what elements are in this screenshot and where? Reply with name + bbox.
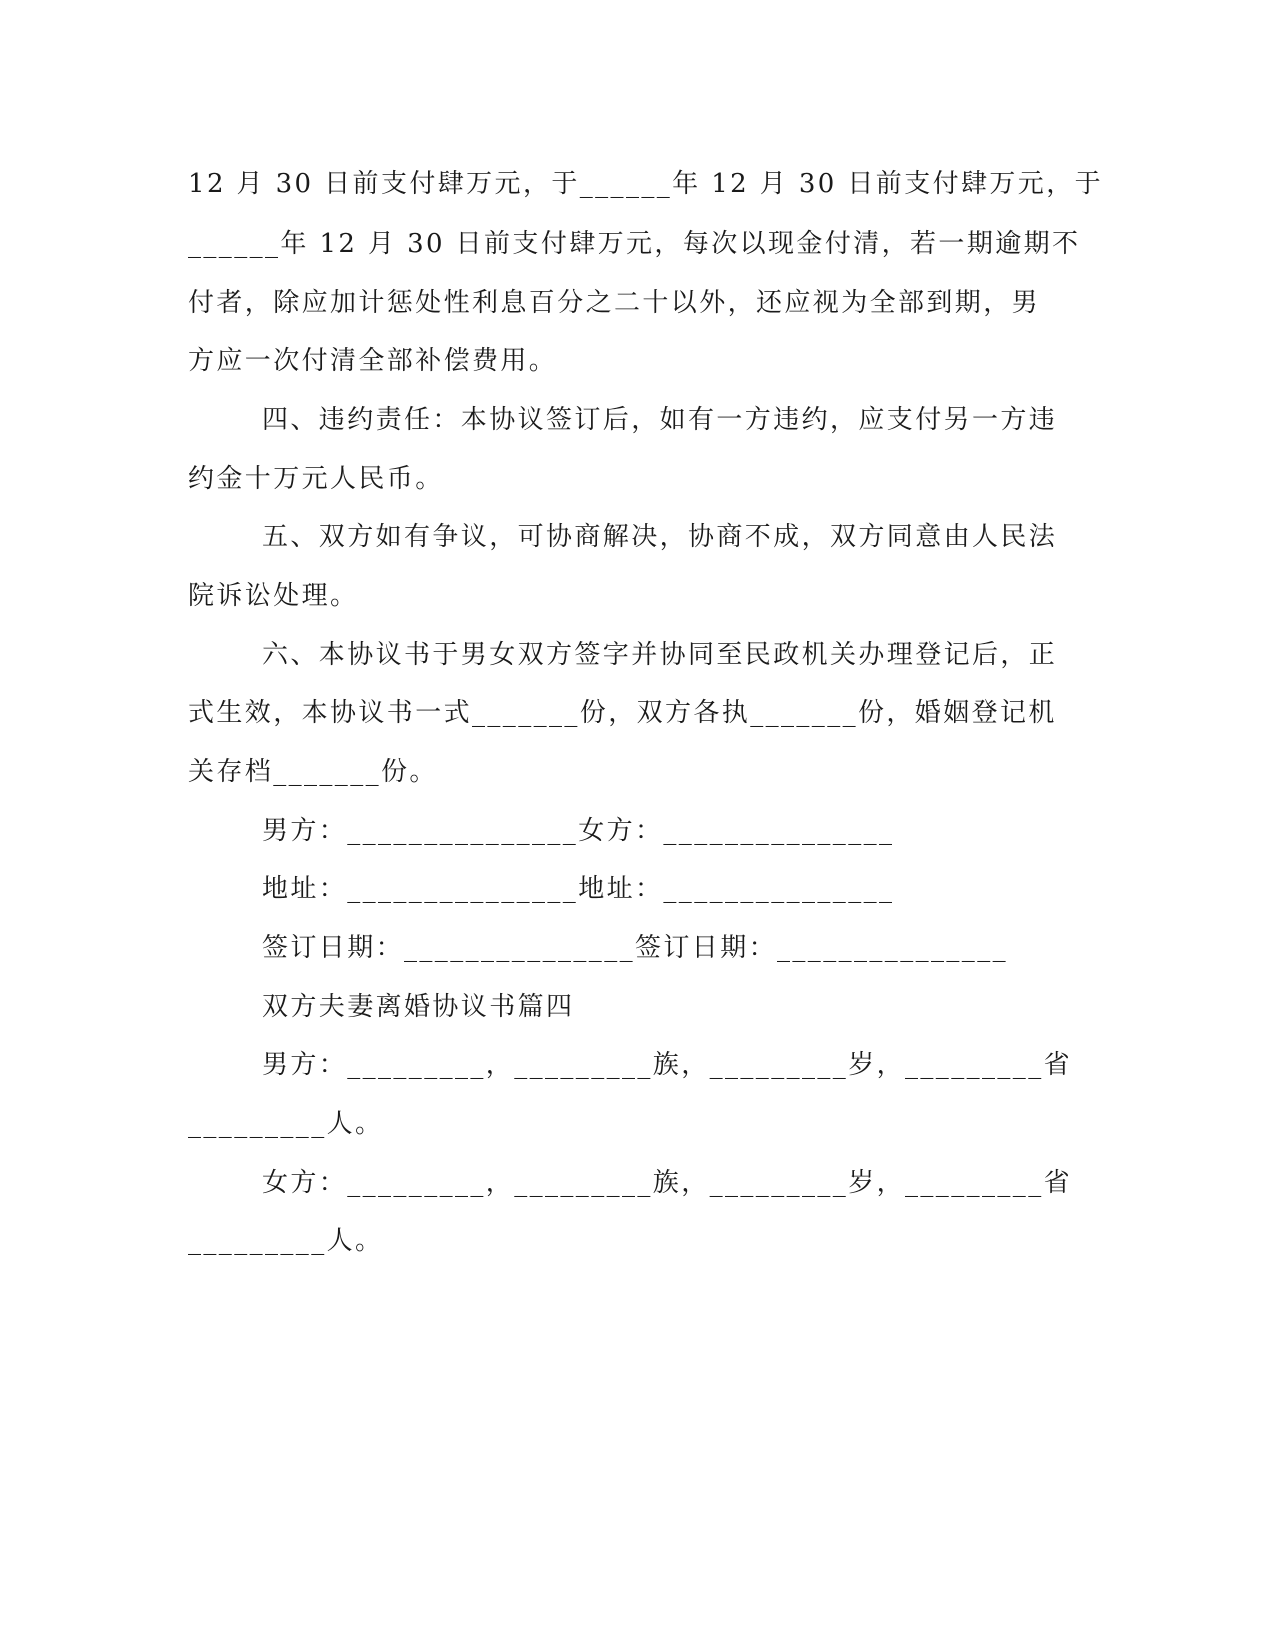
clause-four-line-1: 四、违约责任：本协议签订后，如有一方违约，应支付另一方违 — [262, 405, 1058, 435]
clause-six-line-1: 六、本协议书于男女双方签字并协同至民政机关办理登记后，正 — [262, 640, 1058, 670]
female-party-line-2: _________人。 — [188, 1226, 384, 1256]
clause-five-line-2: 院诉讼处理。 — [188, 581, 359, 611]
clause-five-line-1: 五、双方如有争议，可协商解决，协商不成，双方同意由人民法 — [262, 522, 1058, 552]
signature-parties-line: 男方：_______________女方：_______________ — [262, 816, 895, 846]
section-heading: 双方夫妻离婚协议书篇四 — [262, 992, 575, 1022]
clause-six-line-2: 式生效，本协议书一式_______份，双方各执_______份，婚姻登记机 — [188, 698, 1057, 728]
male-party-line-2: _________人。 — [188, 1109, 384, 1139]
clause-six-line-3: 关存档_______份。 — [188, 757, 438, 787]
text-line-payment-schedule-1: 12 月 30 日前支付肆万元，于______年 12 月 30 日前支付肆万元，于 — [188, 169, 1103, 199]
signature-address-line: 地址：_______________地址：_______________ — [262, 874, 895, 904]
female-party-line-1: 女方：_________，_________族，_________岁，_________省 — [262, 1168, 1072, 1198]
text-line-payment-schedule-4: 方应一次付清全部补偿费用。 — [188, 346, 558, 376]
clause-four-line-2: 约金十万元人民币。 — [188, 464, 444, 494]
text-line-payment-schedule-3: 付者，除应加计惩处性利息百分之二十以外，还应视为全部到期，男 — [188, 288, 1041, 318]
signature-date-line: 签订日期：_______________签订日期：_______________ — [262, 933, 1008, 963]
male-party-line-1: 男方：_________，_________族，_________岁，_________省 — [262, 1050, 1072, 1080]
text-line-payment-schedule-2: ______年 12 月 30 日前支付肆万元，每次以现金付清，若一期逾期不 — [188, 229, 1081, 259]
